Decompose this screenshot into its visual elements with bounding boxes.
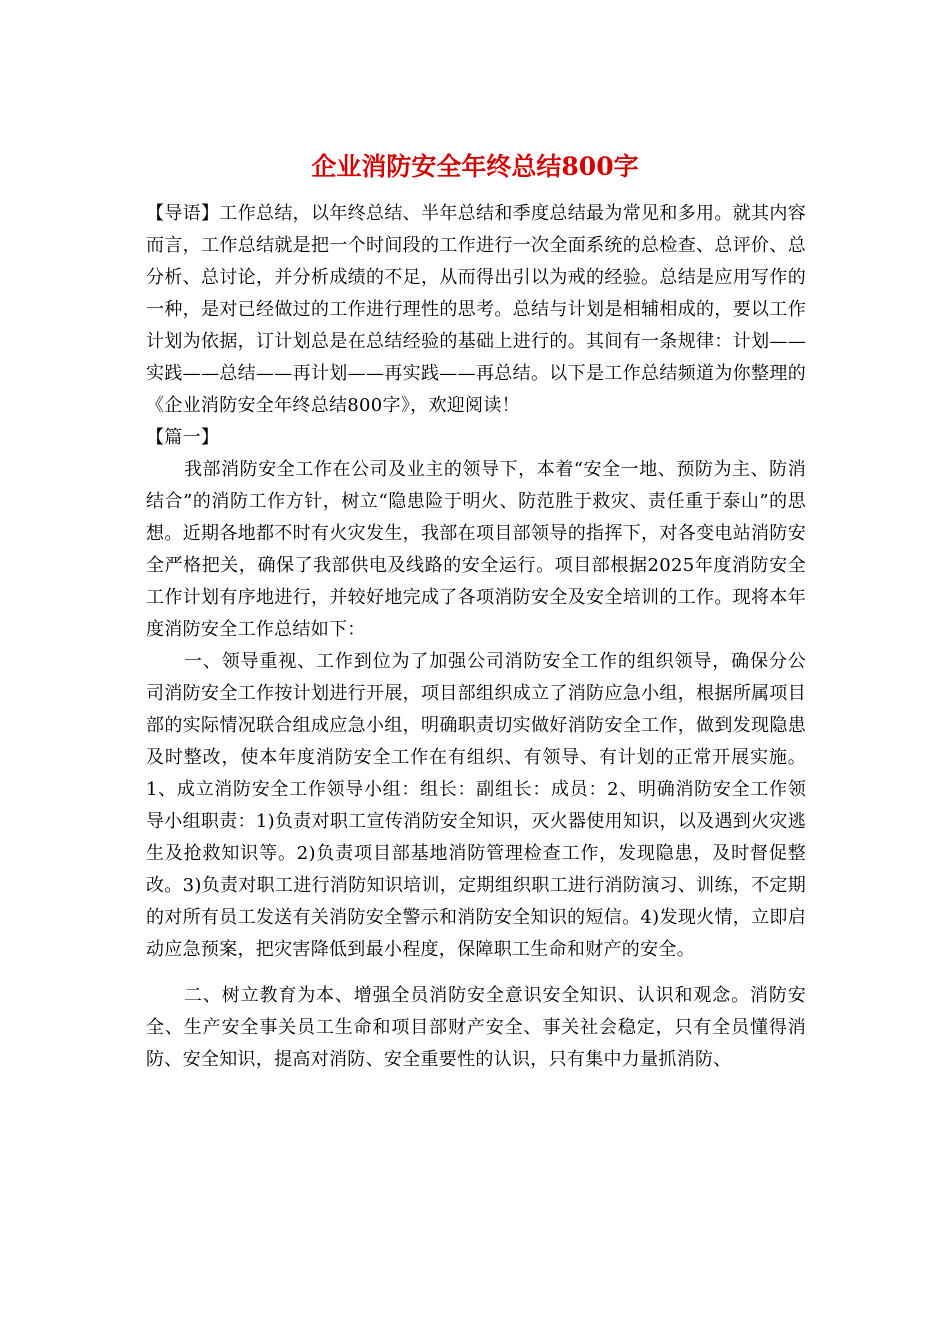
body-paragraph-3: 二、树立教育为本、增强全员消防安全意识安全知识、认识和观念。消防安全、生产安全事关员工生命和项目部财产安全、事关社会稳定，只有全员懂得消防、安全知识，提高对消防、安全重要性的认识，只有集中力量抓消防、 <box>146 985 806 1070</box>
document-body <box>146 198 806 1076</box>
document-title: 企业消防安全年终总结800字 <box>311 152 639 181</box>
section-label: 【篇一】 <box>146 427 220 448</box>
body-paragraph-1: 我部消防安全工作在公司及业主的领导下，本着“安全一地、预防为主、防消结合”的消防工作方针，树立“隐患险于明火、防范胜于救灾、责任重于泰山”的思想。近期各地都不时有火灾发生，我部在项目部领导的指挥下，对各变电站消防安全严格把关，确保了我部供电及线路的安全运行。项目部根据2025年度消防安全工作计划有序地进行，并较好地完成了各项消防安全及安全培训的工作。现将本年度消防安全工作总结如下： <box>146 459 806 640</box>
body-paragraph-2: 一、领导重视、工作到位为了加强公司消防安全工作的组织领导，确保分公司消防安全工作按计划进行开展，项目部组织成立了消防应急小组，根据所属项目部的实际情况联合组成应急小组，明确职责切实做好消防安全工作，做到发现隐患及时整改，使本年度消防安全工作在有组织、有领导、有计划的正常开展实施。1、成立消防安全工作领导小组：组长：副组长：成员：2、明确消防安全工作领导小组职责：1)负责对职工宣传消防安全知识，灭火器使用知识，以及遇到火灾逃生及抢救知识等。2)负责项目部基地消防管理检查工作，发现隐患，及时督促整改。3)负责对职工进行消防知识培训，定期组织职工进行消防演习、训练，不定期的对所有员工发送有关消防安全警示和消防安全知识的短信。4)发现火情，立即启动应急预案，把灾害降低到最小程度，保障职工生命和财产的安全。 <box>146 651 806 960</box>
intro-paragraph: 【导语】工作总结，以年终总结、半年总结和季度总结最为常见和多用。就其内容而言，工作总结就是把一个时间段的工作进行一次全面系统的总检查、总评价、总分析、总讨论，并分析成绩的不足，从而得出引以为戒的经验。总结是应用写作的一种，是对已经做过的工作进行理性的思考。总结与计划是相辅相成的，要以工作计划为依据，订计划总是在总结经验的基础上进行的。其间有一条规律：计划——实践——总结——再计划——再实践——再总结。以下是工作总结频道为你整理的《企业消防安全年终总结800字》，欢迎阅读！ <box>146 203 806 416</box>
